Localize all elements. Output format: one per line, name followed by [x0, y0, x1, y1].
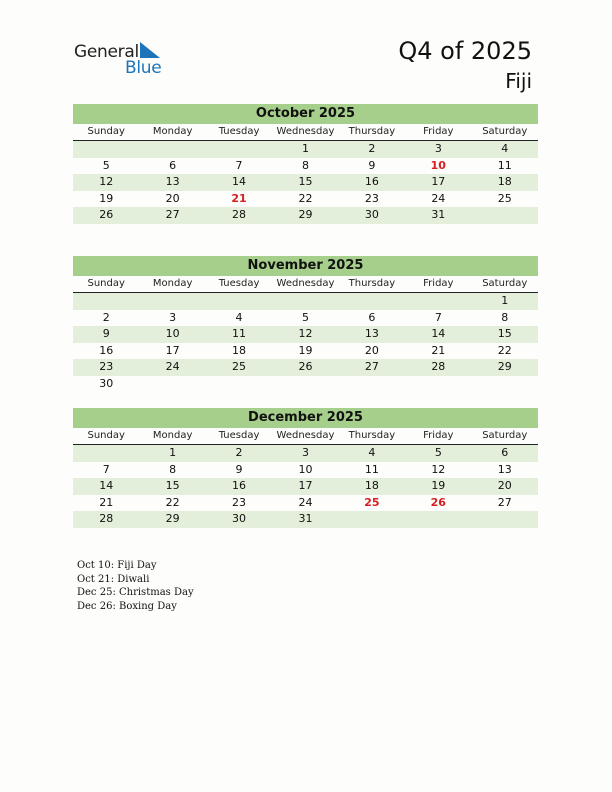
weekday-label: Saturday — [482, 430, 528, 441]
day-cell: 29 — [298, 208, 313, 221]
day-cell: 20 — [364, 343, 379, 357]
day-cell: 10 — [430, 158, 446, 172]
empty-day-cell — [139, 293, 205, 310]
day-cell: 27 — [497, 495, 512, 509]
week-row — [73, 158, 538, 175]
day-cell: 24 — [298, 495, 313, 509]
day-cell: 10 — [165, 327, 180, 340]
day-cell: 6 — [368, 310, 376, 324]
day-cell: 15 — [165, 479, 180, 492]
week-row — [73, 141, 538, 158]
day-cell: 17 — [431, 175, 446, 188]
day-cell: 28 — [232, 208, 247, 221]
day-cell: 13 — [497, 462, 512, 476]
week-row — [73, 293, 538, 310]
day-cell: 26 — [298, 360, 313, 373]
holiday-item: Dec 25: Christmas Day — [77, 587, 194, 598]
empty-day-cell — [206, 376, 272, 393]
day-cell: 17 — [298, 479, 313, 492]
weekday-label: Monday — [152, 126, 193, 137]
day-cell: 10 — [298, 462, 313, 476]
day-cell: 2 — [368, 142, 376, 155]
day-cell: 15 — [497, 327, 512, 340]
day-cell: 22 — [497, 343, 512, 357]
empty-day-cell — [472, 511, 538, 528]
day-cell: 2 — [102, 310, 110, 324]
day-cell: 25 — [497, 191, 512, 205]
day-cell: 16 — [364, 175, 379, 188]
weekday-label: Friday — [423, 430, 454, 441]
day-cell: 1 — [301, 142, 309, 155]
day-cell: 5 — [301, 310, 309, 324]
week-row — [73, 445, 538, 462]
day-cell: 13 — [364, 327, 379, 340]
empty-day-cell — [139, 376, 205, 393]
day-cell: 31 — [431, 208, 446, 221]
day-cell: 9 — [102, 327, 110, 340]
day-cell: 2 — [235, 446, 243, 459]
day-cell: 22 — [298, 191, 313, 205]
day-cell: 12 — [431, 462, 446, 476]
week-row — [73, 207, 538, 224]
day-cell: 13 — [165, 175, 180, 188]
day-cell: 21 — [431, 343, 446, 357]
week-row — [73, 343, 538, 360]
week-row — [73, 310, 538, 327]
empty-day-cell — [206, 141, 272, 158]
weekday-label: Monday — [152, 278, 193, 289]
empty-day-cell — [405, 293, 471, 310]
day-cell: 14 — [99, 479, 114, 492]
day-cell: 19 — [431, 479, 446, 492]
day-cell: 19 — [298, 343, 313, 357]
day-cell: 15 — [298, 175, 313, 188]
day-cell: 31 — [298, 512, 313, 525]
empty-day-cell — [73, 293, 139, 310]
day-cell: 8 — [501, 310, 509, 324]
day-cell: 20 — [165, 191, 180, 205]
day-cell: 3 — [301, 446, 309, 459]
week-row — [73, 191, 538, 208]
day-cell: 30 — [364, 208, 379, 221]
weekday-label: Sunday — [87, 278, 125, 289]
day-cell: 14 — [431, 327, 446, 340]
empty-day-cell — [405, 511, 471, 528]
weekday-label: Thursday — [348, 430, 396, 441]
day-cell: 4 — [501, 142, 509, 155]
day-cell: 11 — [364, 462, 379, 476]
weekday-label: Friday — [423, 278, 454, 289]
page-title: Q4 of 2025 — [398, 37, 532, 65]
weekday-header-row — [73, 276, 538, 293]
weekday-label: Thursday — [348, 126, 396, 137]
weekday-label: Wednesday — [276, 430, 335, 441]
empty-day-cell — [339, 293, 405, 310]
logo-triangle-icon — [140, 42, 162, 58]
logo-text-general: General — [74, 42, 139, 62]
week-row — [73, 495, 538, 512]
weekday-label: Monday — [152, 430, 193, 441]
holiday-item: Oct 10: Fiji Day — [77, 560, 157, 571]
day-cell: 19 — [99, 191, 114, 205]
week-row — [73, 511, 538, 528]
generalblue-logo — [74, 42, 174, 78]
day-cell: 4 — [368, 446, 376, 459]
weekday-label: Tuesday — [218, 126, 260, 137]
month-title: November 2025 — [73, 256, 538, 276]
week-row — [73, 174, 538, 191]
month-october — [73, 104, 538, 224]
day-cell: 27 — [364, 360, 379, 373]
empty-day-cell — [339, 376, 405, 393]
day-cell: 30 — [232, 512, 247, 525]
month-december — [73, 408, 538, 528]
day-cell: 21 — [231, 191, 247, 205]
empty-day-cell — [272, 376, 338, 393]
week-row — [73, 462, 538, 479]
day-cell: 29 — [497, 360, 512, 373]
day-cell: 23 — [364, 191, 379, 205]
day-cell: 1 — [169, 446, 177, 459]
day-cell: 25 — [364, 495, 380, 509]
day-cell: 16 — [99, 343, 114, 357]
day-cell: 4 — [235, 310, 243, 324]
day-cell: 25 — [232, 360, 247, 373]
logo-text-blue: Blue — [125, 58, 162, 78]
day-cell: 26 — [99, 208, 114, 221]
day-cell: 27 — [165, 208, 180, 221]
day-cell: 30 — [99, 376, 114, 390]
day-cell: 9 — [235, 462, 243, 476]
day-cell: 8 — [301, 158, 309, 172]
empty-day-cell — [73, 141, 139, 158]
weekday-label: Wednesday — [276, 126, 335, 137]
day-cell: 16 — [232, 479, 247, 492]
week-row — [73, 326, 538, 343]
day-cell: 11 — [497, 158, 512, 172]
holiday-list — [77, 559, 194, 613]
day-cell: 17 — [165, 343, 180, 357]
day-cell: 3 — [434, 142, 442, 155]
day-cell: 7 — [235, 158, 243, 172]
day-cell: 20 — [497, 479, 512, 492]
day-cell: 26 — [430, 495, 446, 509]
weekday-label: Friday — [423, 126, 454, 137]
holiday-item: Oct 21: Diwali — [77, 573, 150, 585]
day-cell: 18 — [497, 175, 512, 188]
empty-day-cell — [139, 141, 205, 158]
weekday-header-row — [73, 428, 538, 445]
day-cell: 14 — [232, 175, 247, 188]
day-cell: 8 — [169, 462, 177, 476]
empty-day-cell — [472, 207, 538, 224]
day-cell: 18 — [232, 343, 247, 357]
country-name: Fiji — [505, 69, 532, 93]
day-cell: 6 — [169, 158, 177, 172]
day-cell: 12 — [298, 327, 313, 340]
week-row — [73, 376, 538, 393]
weekday-label: Tuesday — [218, 430, 260, 441]
day-cell: 12 — [99, 175, 114, 188]
weekday-header-row — [73, 124, 538, 141]
weekday-label: Saturday — [482, 278, 528, 289]
day-cell: 22 — [165, 495, 180, 509]
empty-day-cell — [339, 511, 405, 528]
day-cell: 28 — [431, 360, 446, 373]
weekday-label: Sunday — [87, 430, 125, 441]
empty-day-cell — [405, 376, 471, 393]
day-cell: 5 — [434, 446, 442, 459]
day-cell: 23 — [99, 360, 114, 373]
day-cell: 7 — [102, 462, 110, 476]
day-cell: 23 — [232, 495, 247, 509]
month-title: October 2025 — [73, 104, 538, 124]
day-cell: 1 — [501, 294, 509, 307]
day-cell: 24 — [431, 191, 446, 205]
day-cell: 28 — [99, 512, 114, 525]
empty-day-cell — [206, 293, 272, 310]
week-row — [73, 359, 538, 376]
weekday-label: Thursday — [348, 278, 396, 289]
month-title: December 2025 — [73, 408, 538, 428]
weekday-label: Sunday — [87, 126, 125, 137]
empty-day-cell — [73, 445, 139, 462]
month-november — [73, 256, 538, 392]
day-cell: 3 — [169, 310, 177, 324]
empty-day-cell — [472, 376, 538, 393]
holiday-item: Dec 26: Boxing Day — [77, 600, 177, 612]
day-cell: 7 — [434, 310, 442, 324]
day-cell: 11 — [232, 327, 247, 340]
weekday-label: Wednesday — [276, 278, 335, 289]
empty-day-cell — [272, 293, 338, 310]
day-cell: 21 — [99, 495, 114, 509]
week-row — [73, 478, 538, 495]
weekday-label: Tuesday — [218, 278, 260, 289]
day-cell: 29 — [165, 512, 180, 525]
weekday-label: Saturday — [482, 126, 528, 137]
day-cell: 6 — [501, 446, 509, 459]
day-cell: 18 — [364, 479, 379, 492]
day-cell: 5 — [102, 158, 110, 172]
day-cell: 24 — [165, 360, 180, 373]
day-cell: 9 — [368, 158, 376, 172]
